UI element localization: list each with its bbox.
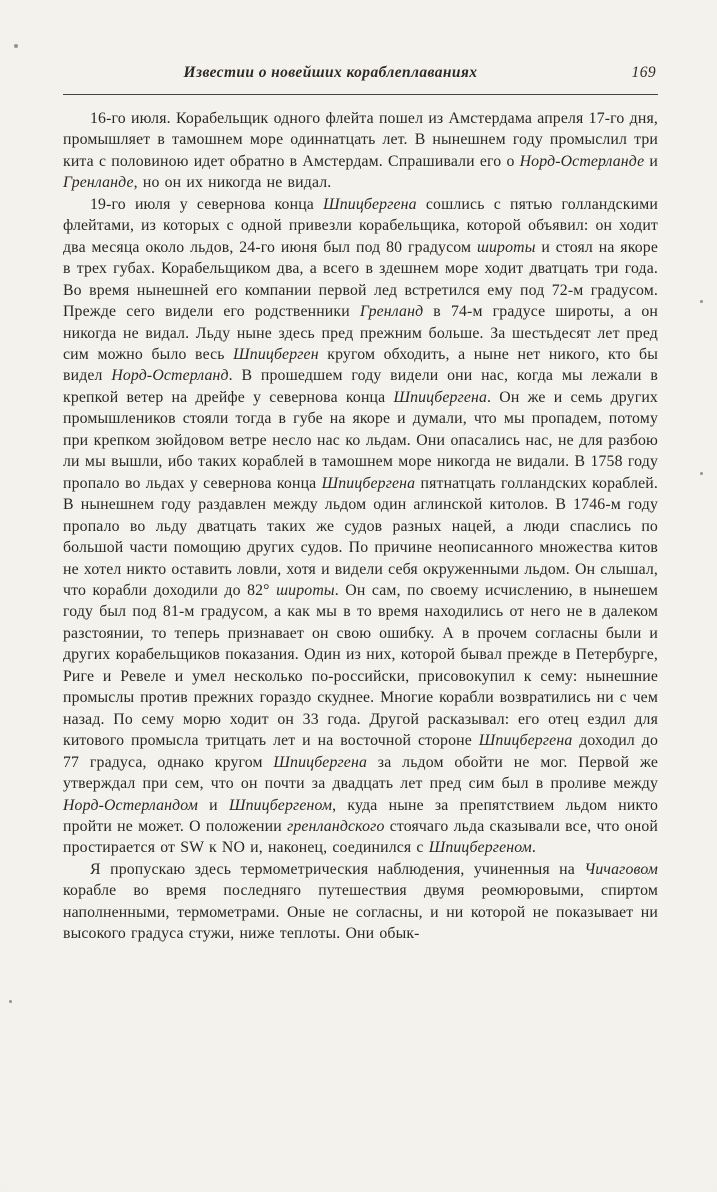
text-run: пятнатцать голландских кораблей. В нынешнем году раздавлен между льдом один аглинской китолов. В 1746-м году пропало во льду дватцать таких же судов разных нацей, а люди спаслись по большой части помощию других судов. По причине неописанного множества китов не хотел никто оставить ловли, хотя и видели себя окруженными льдом. Он слышал, что корабли доходили до 82° [63, 474, 658, 599]
italic-run: Шпицберген [233, 345, 319, 363]
text-run: , куда ныне за препятствием льдом никто пройти не может. О положении [63, 796, 658, 835]
italic-run: Шпицбергеном [428, 839, 532, 857]
italic-run: Гренланде [63, 174, 134, 192]
text-run: 19-го июля у севернова конца [90, 195, 324, 213]
running-header [63, 64, 658, 86]
header-rule [63, 94, 658, 95]
scan-speck [14, 44, 18, 48]
italic-run: Шпицбергена [321, 474, 416, 492]
text-run: 16-го июля. Корабельщик одного флейта пошел из Амстердама апреля 17-го дня, промышляет в тамошнем море одиннатцать лет. В нынешнем году промыслил три кита с половиною идет обратно в Амстердам. Спрашивали его о [63, 110, 658, 170]
text-run: стоячаго льда сказывали все, что оной простирается от SW к NO и, наконец, соединился с [63, 817, 658, 857]
scan-speck [700, 472, 703, 475]
text-run: в 74-м градусе широты, а он никогда не видал. Льду ныне здесь пред прежним больше. За шестьдесят лет пред сим можно было весь [63, 303, 658, 363]
italic-run: Шпицбергеном [228, 796, 333, 814]
italic-run: широты [476, 238, 536, 256]
italic-run: Шпицбергена [393, 388, 488, 406]
italic-run: Норд-Остерланд [111, 367, 229, 385]
italic-run: Норд-Остерланде [519, 152, 645, 170]
italic-run: Шпицбергена [273, 753, 368, 771]
italic-run: Гренланд [359, 303, 424, 321]
text-run: кругом обходить, а ныне нет никого, кто бы видел [63, 345, 658, 385]
paragraph [63, 194, 658, 859]
text-run: сошлись с пятью голландскими флейтами, из которых с одной привезли корабельщика, которой объявил: он ходит два месяца около льдов, 24-го июня был под 80 градусом [63, 195, 658, 256]
text-run: за льдом обойти не мог. Первой же утверждал при сем, что он почти за двадцать лет пред сим был в проливе между [63, 753, 658, 793]
italic-run: гренландского [287, 817, 385, 835]
text-run: . [531, 839, 537, 857]
text-run: корабле во время последняго путешествия двумя реомюровыми, спиртом наполненными, термометрами. Оные не согласны, и ни которой не показывает ни высокого градуса стужи, ниже теплоты. Они обык- [63, 882, 658, 943]
text-run: и [197, 796, 229, 814]
text-run: и стоял на якоре в трех губах. Корабельщиком два, а всего в здешнем море ходит дватцать три года. Во время нынешней его компании первой лед встретился ему под 72-м градусом. Прежде сего видели его родственники [63, 238, 658, 321]
text-run: Я пропускаю здесь термометрическия наблюдения, учиненныя на [90, 860, 585, 878]
paragraph [63, 859, 658, 945]
italic-run: Шпицбергена [478, 732, 573, 750]
text-run: , но он их никогда не видал. [133, 174, 332, 192]
italic-run: Шпицбергена [323, 195, 417, 213]
page-body [63, 108, 658, 945]
text-run: и [644, 152, 659, 170]
italic-run: Норд-Остерландом [63, 796, 198, 814]
italic-run: Чичаговом [584, 860, 658, 878]
page-number: 169 [631, 64, 656, 81]
text-run: доходил до 77 градуса, однако кругом [63, 732, 659, 771]
running-header-title: Известии о новейших кораблеплаваниях [183, 64, 478, 81]
text-run: . В прошедшем году видели они нас, когда мы лежали в крепкой ветер на дрейфе у севернова конца [63, 367, 658, 406]
scan-speck [700, 300, 703, 303]
paragraph [63, 108, 658, 194]
text-run: . Он же и семь других промышлеников стояли тогда в губе на якоре и думали, что мы пропадем, потому при крепком зюйдовом ветре несло нас ко льдам. Они опасались нас, не для разбою ли мы вышли, ибо таких кораблей в тамошнем море никогда не видали. В 1758 году пропало во льдах у севернова конца [63, 388, 658, 492]
scan-speck [9, 1000, 12, 1003]
italic-run: широты [276, 581, 335, 599]
text-run: . Он сам, по своему исчислению, в нынешем году был под 81-м градусом, а как мы в то время находились от него не в далеком разстоянии, то теперь признавает он свою ошибку. А в прочем согласны были и других корабельщиков показания. Один из них, которой бывал прежде в Петербурге, Риге и Ревеле и умел несколько по-российски, присовокупил к сему: нынешние промыслы против прежних гораздо скуднее. Многие корабли возвратились ни с чем назад. По сему морю ходит он 33 года. Другой расказывал: его отец ездил для китового промысла тритцать лет и на восточной стороне [63, 581, 658, 750]
